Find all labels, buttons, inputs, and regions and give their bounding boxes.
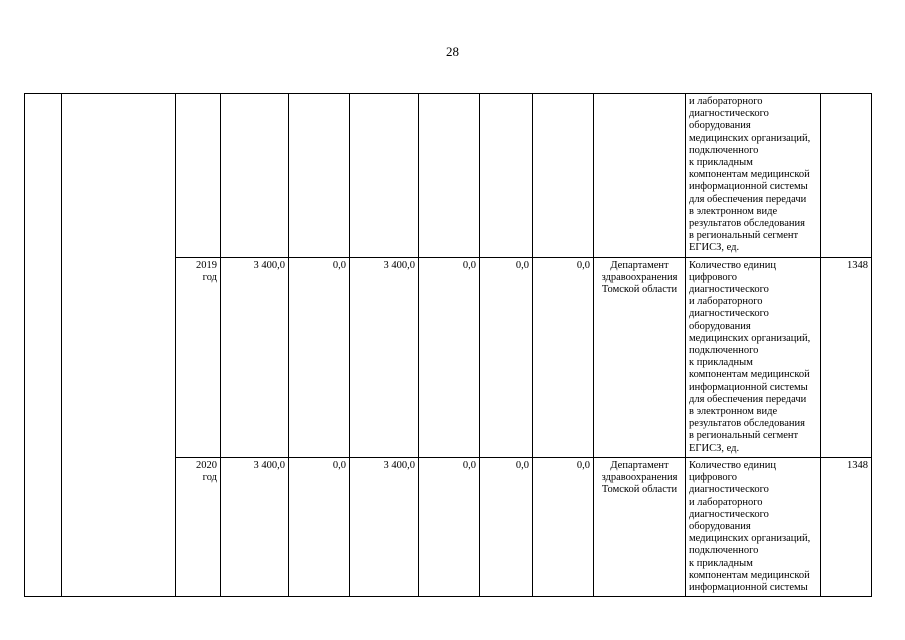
number-cell [25, 94, 62, 597]
federal-funding-cell [289, 94, 350, 258]
department-line: здравоохранения [601, 271, 678, 283]
territorial-fund-cell: 0,0 [480, 257, 533, 457]
page-number: 28 [446, 44, 459, 59]
target-value-cell [821, 94, 872, 258]
extrabudget-funding-cell: 0,0 [533, 457, 594, 596]
year-cell [176, 457, 221, 596]
year-line: 2019 [196, 259, 217, 271]
local-funding-cell [419, 94, 480, 258]
indicator-line: Количество единиц [689, 459, 777, 471]
department-line: Департамент [610, 459, 669, 471]
extrabudget-funding-cell: 0,0 [533, 257, 594, 457]
department-cell [594, 457, 686, 596]
target-value-cell: 1348 [821, 257, 872, 457]
program-table [24, 93, 872, 597]
regional-funding-cell [350, 94, 419, 258]
task-name-cell [62, 94, 176, 597]
indicator-line: информационной системы [689, 581, 808, 593]
local-funding-cell: 0,0 [419, 257, 480, 457]
indicator-line: информационной системы [689, 181, 808, 193]
indicator-line: в электронном виде [689, 406, 778, 418]
indicator-line: компонентам медицинской [689, 169, 810, 181]
indicator-line: диагностического [689, 484, 769, 496]
department-cell [594, 257, 686, 457]
indicator-line: в региональный сегмент [689, 430, 799, 442]
indicator-line: в региональный сегмент [689, 230, 799, 242]
indicator-line: и лабораторного [689, 296, 763, 308]
federal-funding-cell: 0,0 [289, 257, 350, 457]
indicator-line: подключенного [689, 345, 759, 357]
total-funding-cell: 3 400,0 [221, 257, 289, 457]
department-line: Томской области [601, 484, 678, 496]
indicator-line: результатов обследования [689, 418, 805, 430]
year-cell [176, 257, 221, 457]
indicator-line: диагностического [689, 508, 769, 520]
indicator-line: диагностического [689, 108, 769, 120]
year-line: год [202, 472, 217, 484]
indicator-line: медицинских организаций, [689, 533, 811, 545]
indicator-line: медицинских организаций, [689, 332, 811, 344]
indicator-line: и лабораторного [689, 496, 763, 508]
indicator-cell [686, 94, 821, 258]
department-line: Департамент [610, 259, 669, 271]
indicator-line: подключенного [689, 545, 759, 557]
territorial-fund-cell: 0,0 [480, 457, 533, 596]
indicator-line: оборудования [689, 320, 751, 332]
year-cell [176, 94, 221, 258]
indicator-line: к прикладным [689, 157, 753, 169]
indicator-line: для обеспечения передачи [689, 193, 807, 205]
regional-funding-cell: 3 400,0 [350, 457, 419, 596]
indicator-cell [686, 457, 821, 596]
indicator-line: цифрового [689, 271, 737, 283]
indicator-line: оборудования [689, 520, 751, 532]
indicator-line: информационной системы [689, 381, 808, 393]
indicator-line: к прикладным [689, 357, 753, 369]
indicator-line: диагностического [689, 284, 769, 296]
total-funding-cell [221, 94, 289, 258]
indicator-line: медицинских организаций, [689, 132, 811, 144]
department-cell [594, 94, 686, 258]
extrabudget-funding-cell [533, 94, 594, 258]
indicator-cell [686, 257, 821, 457]
territorial-fund-cell [480, 94, 533, 258]
department-line: Томской области [601, 284, 678, 296]
federal-funding-cell: 0,0 [289, 457, 350, 596]
table-row [25, 94, 872, 258]
indicator-line: и лабораторного [689, 96, 763, 107]
local-funding-cell: 0,0 [419, 457, 480, 596]
indicator-line: ЕГИСЗ, ед. [689, 242, 740, 254]
indicator-line: диагностического [689, 308, 769, 320]
indicator-line: цифрового [689, 472, 737, 484]
indicator-line: подключенного [689, 144, 759, 156]
year-line: 2020 [196, 459, 217, 471]
target-value-cell: 1348 [821, 457, 872, 596]
department-line: здравоохранения [601, 472, 678, 484]
total-funding-cell: 3 400,0 [221, 457, 289, 596]
indicator-line: ЕГИСЗ, ед. [689, 442, 740, 454]
indicator-line: компонентам медицинской [689, 369, 810, 381]
indicator-line: Количество единиц [689, 259, 777, 271]
indicator-line: компонентам медицинской [689, 569, 810, 581]
indicator-line: оборудования [689, 120, 751, 132]
indicator-line: для обеспечения передачи [689, 393, 807, 405]
indicator-line: результатов обследования [689, 218, 805, 230]
year-line: год [202, 271, 217, 283]
indicator-line: к прикладным [689, 557, 753, 569]
indicator-line: в электронном виде [689, 205, 778, 217]
regional-funding-cell: 3 400,0 [350, 257, 419, 457]
